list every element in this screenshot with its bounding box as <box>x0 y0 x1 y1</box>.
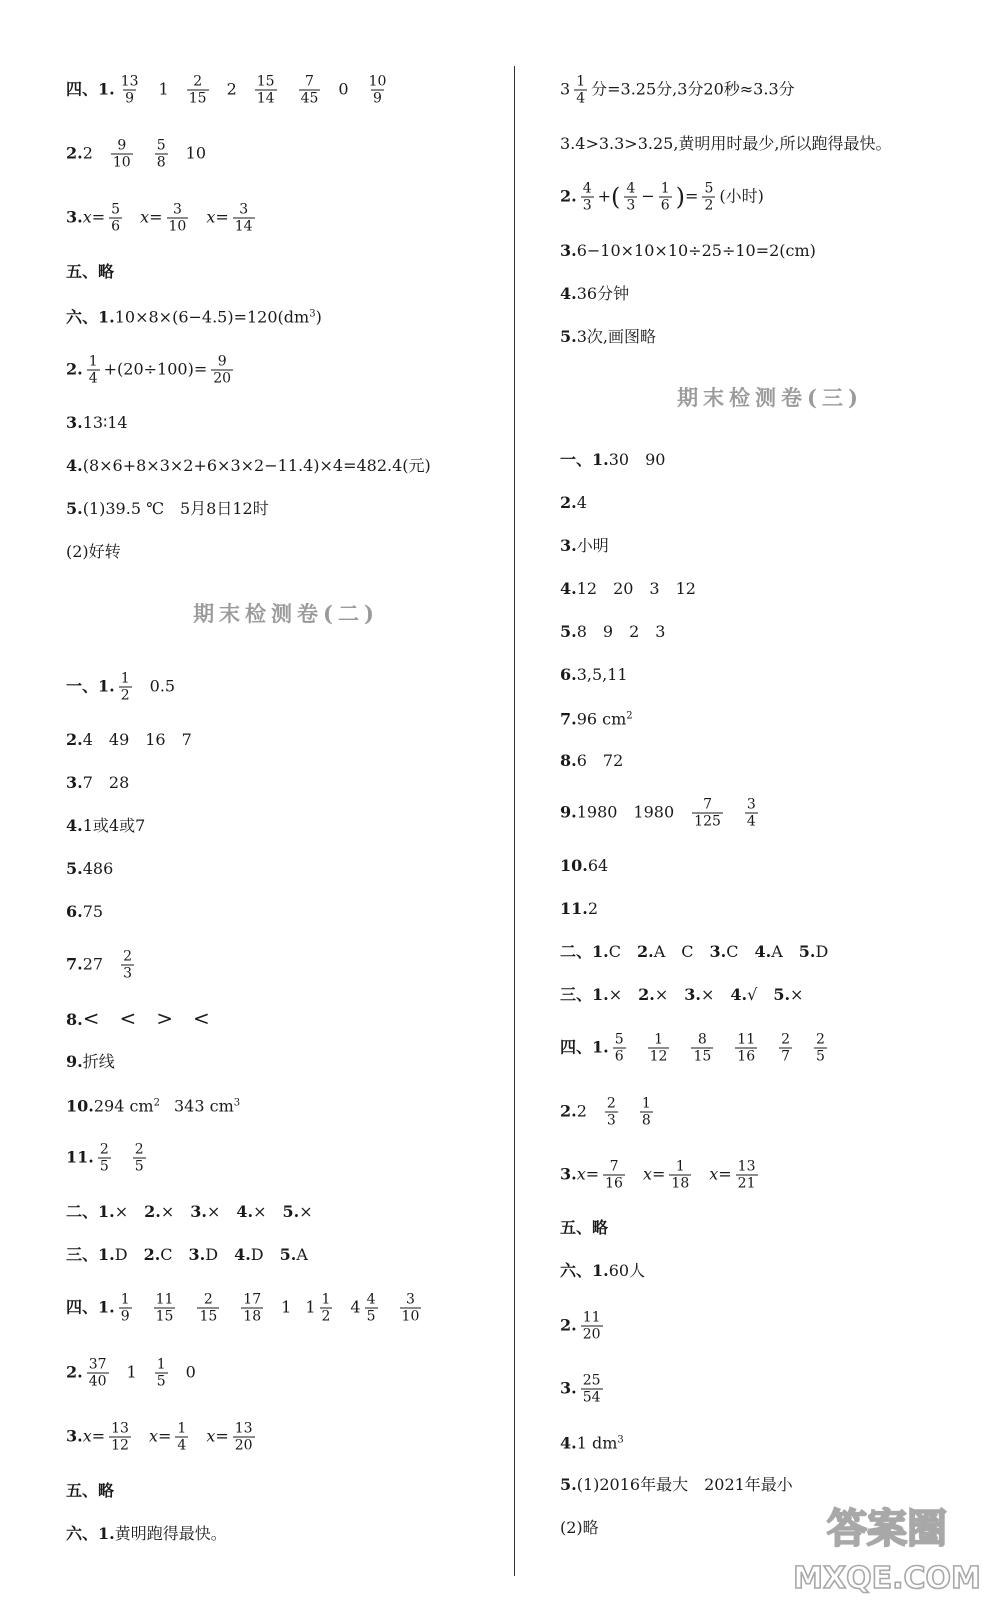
fraction: $\frac{11}{16}$ <box>737 1031 756 1065</box>
fraction: $\frac{4}{3}$ <box>626 180 636 214</box>
answer-line: 2. $\frac{11}{20}$ <box>560 1309 601 1343</box>
fraction: $\frac{11}{15}$ <box>155 1291 174 1325</box>
answer-line: 9.折线 <box>66 1052 115 1071</box>
fraction: $\frac{13}{12}$ <box>111 1420 129 1454</box>
answer-line: 3.x= $\frac{7}{16}$ x= $\frac{1}{18}$ x= $\frac{13}{21}$ <box>560 1158 756 1192</box>
fraction: $\frac{2}{3}$ <box>606 1095 616 1129</box>
answer-line: 3.6−10×10×10÷25÷10=2(cm) <box>560 241 816 260</box>
fraction: $\frac{2}{15}$ <box>188 73 207 107</box>
fraction: $\frac{9}{10}$ <box>112 137 131 171</box>
answer-line: 2. $\frac{4}{3}$ +( $\frac{4}{3}$ − $\frac{1}{6}$ )= $\frac{5}{2}$ (小时) <box>560 180 764 214</box>
fraction: $\frac{2}{5}$ <box>99 1141 109 1175</box>
fraction: $\frac{1}{8}$ <box>641 1095 651 1129</box>
answer-line: 一、1. $\frac{1}{2}$ 0.5 <box>66 670 176 704</box>
answer-line: 4.12 20 3 12 <box>560 579 696 598</box>
answer-line: 4.(8×6+8×3×2+6×3×2−11.4)×4=482.4(元) <box>66 456 431 475</box>
answer-line: 六、1.黄明跑得最快。 <box>66 1524 227 1543</box>
answer-line: 6.3,5,11 <box>560 665 628 684</box>
answer-line: 10.64 <box>560 856 609 875</box>
fraction: $\frac{2}{3}$ <box>123 948 132 982</box>
fraction: $\frac{5}{2}$ <box>704 180 714 214</box>
answer-line: 二、1.C 2.A C 3.C 4.A 5.D <box>560 942 829 961</box>
answer-line: 2.2 $\frac{9}{10}$ $\frac{5}{8}$ 10 <box>66 137 206 171</box>
fraction: $\frac{15}{14}$ <box>256 73 275 107</box>
fraction: $\frac{1}{2}$ <box>321 1291 331 1325</box>
fraction: $\frac{3}{14}$ <box>234 201 253 235</box>
fraction: $\frac{17}{18}$ <box>243 1291 262 1325</box>
answer-line: 六、$1.10\times 8\times(6-4.5)=120(dm^3)$ <box>66 307 322 327</box>
answer-line: 5.(1)39.5 ℃ 5月8日12时 <box>66 499 269 518</box>
fraction: $\frac{3}{10}$ <box>401 1291 420 1325</box>
answer-line: 3.13∶14 <box>66 413 128 432</box>
answer-line: 三、1.× 2.× 3.× 4.√ 5.× <box>560 985 804 1004</box>
fraction: $\frac{1}{2}$ <box>120 670 130 704</box>
fraction: $\frac{2}{7}$ <box>781 1031 791 1065</box>
watermark-logo <box>782 1490 992 1600</box>
watermark-text: 答案圈 <box>827 1506 947 1552</box>
fraction: $\frac{1}{4}$ <box>576 73 586 107</box>
answer-line: 3 $\frac{1}{4}$ 分=3.25分,3分20秒≈3.3分 <box>560 73 795 107</box>
fraction: $\frac{5}{8}$ <box>156 137 166 171</box>
section-title: 期末检测卷(三) <box>677 385 863 410</box>
answer-line: 3. $\frac{25}{54}$ <box>560 1372 601 1406</box>
answer-line: 四、1. $\frac{13}{9}$ 1 $\frac{2}{15}$ 2 $\frac{15}{14}$ $\frac{7}{45}$ 0 $\frac{10}{9}$ <box>66 73 387 107</box>
fraction: $\frac{2}{5}$ <box>134 1141 144 1175</box>
answer-line: 4.1或4或7 <box>66 816 146 835</box>
answer-line: 10.294 $cm^2$ 343 $cm^3$ <box>66 1096 241 1116</box>
answer-line: 2.2 $\frac{2}{3}$ $\frac{1}{8}$ <box>560 1095 651 1129</box>
answer-line: 五、略 <box>66 262 115 281</box>
answer-line: 8.6 72 <box>560 751 624 770</box>
fraction: $\frac{13}{21}$ <box>737 1158 756 1192</box>
answer-line: 8.< < > < <box>66 1006 210 1030</box>
fraction: $\frac{7}{45}$ <box>300 73 319 107</box>
answer-line: 2.4 <box>560 493 587 512</box>
watermark-url: MXQE.COM <box>793 1561 981 1596</box>
answer-line: 5.8 9 2 3 <box>560 622 666 641</box>
fraction: $\frac{4}{5}$ <box>366 1291 376 1325</box>
fraction: $\frac{3}{10}$ <box>168 201 187 235</box>
answer-line: 4.36分钟 <box>560 284 630 303</box>
answer-line: (2)好转 <box>66 542 121 561</box>
section-title: 期末检测卷(二) <box>193 601 379 626</box>
answer-line: 9.1980 1980 $\frac{7}{125}$ $\frac{3}{4}$ <box>560 796 756 830</box>
answer-line: 5.486 <box>66 859 114 878</box>
answer-line: 3.x= $\frac{13}{12}$ x= $\frac{1}{4}$ x= $\frac{13}{20}$ <box>66 1420 253 1454</box>
answer-line: 11.2 <box>560 899 599 918</box>
answer-line: 四、1. $\frac{1}{9}$ $\frac{11}{15}$ $\frac{2}{15}$ $\frac{17}{18}$ 1 1 $\frac{1}{2}$ 4 $\frac{4}{5}$ $\frac{3}{10}$ <box>66 1291 420 1325</box>
answer-line: 3.x= $\frac{5}{6}$ x= $\frac{3}{10}$ x= $\frac{3}{14}$ <box>66 201 253 235</box>
answer-line: 五、略 <box>560 1218 609 1237</box>
fraction: $\frac{25}{54}$ <box>582 1372 601 1406</box>
answer-line: 7.27 $\frac{2}{3}$ <box>66 948 132 982</box>
answer-line: (2)略 <box>560 1518 599 1537</box>
fraction: $\frac{8}{15}$ <box>693 1031 712 1065</box>
fraction: $\frac{2}{5}$ <box>816 1031 825 1065</box>
fraction: $\frac{1}{12}$ <box>649 1031 668 1065</box>
answer-line: 2.4 49 16 7 <box>66 730 192 749</box>
answer-line: 7.96 $cm^2$ <box>560 709 633 729</box>
answer-line: 11. $\frac{2}{5}$ $\frac{2}{5}$ <box>66 1141 144 1175</box>
answer-line: 五、略 <box>66 1481 115 1500</box>
fraction: $\frac{4}{3}$ <box>582 180 592 214</box>
fraction: $\frac{9}{20}$ <box>213 353 232 387</box>
fraction: $\frac{13}{9}$ <box>120 73 139 107</box>
fraction: $\frac{1}{4}$ <box>88 353 98 387</box>
answer-line: 二、1.× 2.× 3.× 4.× 5.× <box>66 1202 313 1221</box>
answer-line: 4.1 $dm^3$ <box>560 1433 624 1453</box>
fraction: $\frac{5}{6}$ <box>614 1031 624 1065</box>
answer-line: 三、1.D 2.C 3.D 4.D 5.A <box>66 1245 308 1264</box>
fraction: $\frac{37}{40}$ <box>88 1356 107 1390</box>
column-divider <box>514 66 515 1576</box>
answer-line: 一、1.30 90 <box>560 450 666 469</box>
fraction: $\frac{5}{6}$ <box>111 201 121 235</box>
fraction: $\frac{10}{9}$ <box>368 73 387 107</box>
fraction: $\frac{1}{6}$ <box>660 180 670 214</box>
fraction: $\frac{3}{4}$ <box>746 796 756 830</box>
answer-line: 3.7 28 <box>66 773 130 792</box>
answer-line: 2. $\frac{1}{4}$ +(20÷100)= $\frac{9}{20}$ <box>66 353 232 387</box>
fraction: $\frac{13}{20}$ <box>234 1420 253 1454</box>
answer-line: 四、1. $\frac{5}{6}$ $\frac{1}{12}$ $\frac{8}{15}$ $\frac{11}{16}$ $\frac{2}{7}$ $\frac{2}{5}$ <box>560 1031 825 1065</box>
fraction: $\frac{1}{18}$ <box>671 1158 690 1192</box>
fraction: $\frac{11}{20}$ <box>582 1309 601 1343</box>
answer-line: 2. $\frac{37}{40}$ 1 $\frac{1}{5}$ 0 <box>66 1356 196 1390</box>
fraction: $\frac{1}{9}$ <box>120 1291 130 1325</box>
fraction: $\frac{7}{125}$ <box>694 796 721 830</box>
fraction: $\frac{1}{4}$ <box>177 1420 187 1454</box>
fraction: $\frac{1}{5}$ <box>156 1356 166 1390</box>
fraction: $\frac{2}{15}$ <box>199 1291 218 1325</box>
answer-line: 六、1.60人 <box>560 1261 646 1280</box>
fraction: $\frac{7}{16}$ <box>605 1158 623 1192</box>
answer-line: 5.(1)2016年最大 2021年最小 <box>560 1475 793 1494</box>
answer-line: 5.3次,画图略 <box>560 327 656 346</box>
answer-line: 6.75 <box>66 902 104 921</box>
answer-line: 3.4>3.3>3.25,黄明用时最少,所以跑得最快。 <box>560 134 892 153</box>
answer-line: 3.小明 <box>560 536 609 555</box>
